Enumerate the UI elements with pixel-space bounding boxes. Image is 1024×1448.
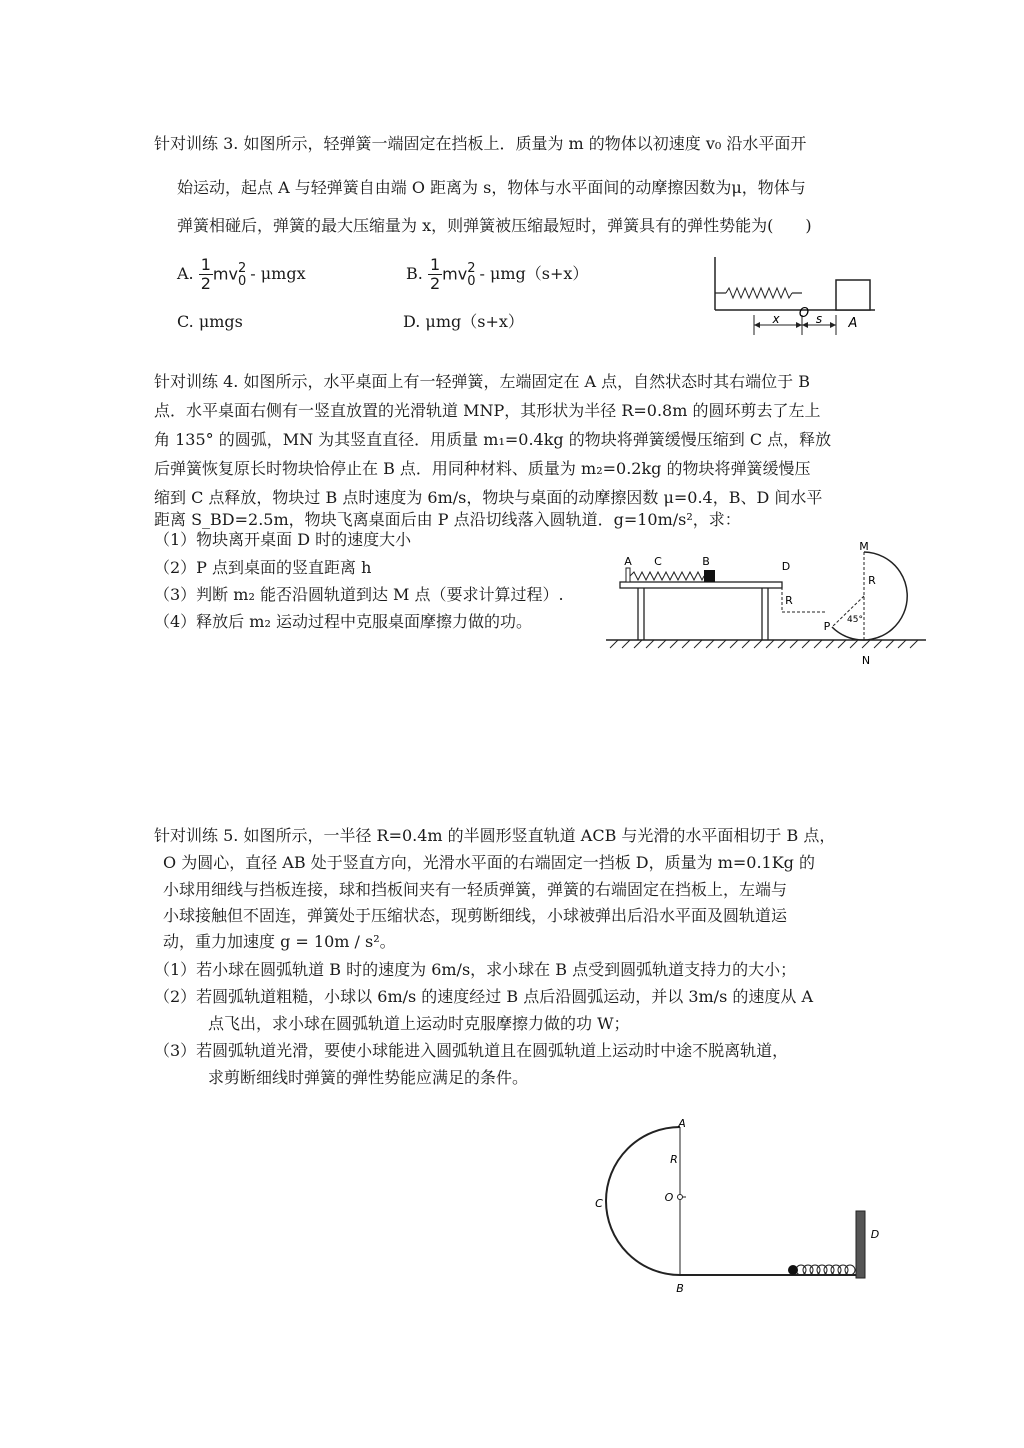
v0-squared: 2 0	[467, 260, 476, 289]
q4-line-2: 点．水平桌面右侧有一竖直放置的光滑轨道 MNP，其形状为半径 R=0.8m 的圆环剪去了左上	[154, 401, 821, 420]
q3-line-2: 始运动，起点 A 与轻弹簧自由端 O 距离为 s，物体与水平面间的动摩擦因数为μ，物体与	[177, 178, 806, 197]
q3-option-c: C. μmgs	[177, 312, 243, 331]
q4-line-5: 缩到 C 点释放，物块过 B 点时速度为 6m/s，物块与桌面的动摩擦因数 μ=0.4，B、D 间水平	[154, 488, 823, 507]
mv-term: mv	[212, 264, 238, 284]
q5-line-5: 动，重力加速度 g = 10m / s²。	[163, 932, 396, 951]
label-o: O	[798, 306, 810, 321]
q3-option-a	[177, 256, 306, 293]
q4-line-4: 后弹簧恢复原长时物块恰停止在 B 点．用同种材料、质量为 m₂=0.2kg 的物块将弹簧缓慢压	[154, 459, 811, 478]
label-r-height: R	[785, 594, 793, 607]
label-angle: 45°	[847, 615, 863, 625]
q5-sub-1: （1）若小球在圆弧轨道 B 时的速度为 6m/s，求小球在 B 点受到圆弧轨道支持力的大小；	[154, 960, 797, 979]
label-n: N	[861, 654, 871, 667]
q3-option-b	[406, 256, 588, 293]
q4-line-1: 针对训练 4. 如图所示，水平桌面上有一轻弹簧，左端固定在 A 点，自然状态时其右端位于 B	[154, 372, 811, 391]
q3-line-3: 弹簧相碰后，弹簧的最大压缩量为 x，则弹簧被压缩最短时，弹簧具有的弹性势能为( )	[177, 216, 812, 235]
q3-spring-diagram	[710, 255, 890, 345]
q4-sub-1: （1）物块离开桌面 D 时的速度大小	[154, 530, 412, 549]
q5-sub-2a: （2）若圆弧轨道粗糙，小球以 6m/s 的速度经过 B 点后沿圆弧运动，并以 3m/s 的速度从 A	[154, 987, 814, 1006]
q4-sub-3: （3）判断 m₂ 能否沿圆轨道到达 M 点（要求计算过程）.	[154, 585, 564, 604]
fraction-half: $\frac{1}{2}$	[200, 255, 211, 293]
label-a: A	[624, 555, 632, 568]
label-p: P	[823, 620, 831, 633]
label-o: O	[664, 1191, 674, 1204]
label-m: M	[859, 540, 869, 553]
q3-option-d: D. μmg（s+x）	[403, 312, 524, 331]
label-d: D	[781, 560, 791, 573]
label-b: B	[676, 1282, 684, 1295]
label-a: A	[678, 1117, 686, 1130]
label-a: A	[848, 316, 858, 331]
option-b-label: B.	[406, 264, 423, 283]
label-r-radius: R	[868, 574, 876, 587]
q5-sub-2b: 点飞出，求小球在圆弧轨道上运动时克服摩擦力做的功 W；	[208, 1014, 630, 1033]
option-a-label: A.	[177, 264, 194, 283]
label-s: s	[815, 312, 823, 326]
q4-sub-4: （4）释放后 m₂ 运动过程中克服桌面摩擦力做的功。	[154, 612, 532, 631]
v0-squared: 2 0	[237, 260, 247, 289]
label-d: D	[870, 1228, 880, 1241]
fraction-half: $\frac{1}{2}$	[429, 255, 441, 293]
q3-line-1: 针对训练 3. 如图所示，轻弹簧一端固定在挡板上．质量为 m 的物体以初速度 v₀ 沿水平面开	[154, 134, 807, 153]
label-r: R	[670, 1153, 678, 1166]
q4-table-track-diagram	[606, 540, 926, 670]
label-c: C	[595, 1197, 603, 1210]
q5-sub-3b: 求剪断细线时弹簧的弹性势能应满足的条件。	[208, 1068, 529, 1087]
q4-line-3: 角 135° 的圆弧，MN 为其竖直直径．用质量 m₁=0.4kg 的物块将弹簧缓慢压缩到 C 点，释放	[154, 430, 832, 449]
q5-sub-3a: （3）若圆弧轨道光滑，要使小球能进入圆弧轨道且在圆弧轨道上运动时中途不脱离轨道，	[154, 1041, 789, 1060]
option-a-tail: - μmgx	[250, 264, 306, 283]
q5-line-1: 针对训练 5. 如图所示，一半径 R=0.4m 的半圆形竖直轨道 ACB 与光滑的水平面相切于 B 点，	[154, 826, 836, 845]
q5-line-4: 小球接触但不固连，弹簧处于压缩状态，现剪断细线，小球被弹出后沿水平面及圆轨道运	[163, 906, 788, 925]
label-c: C	[654, 555, 662, 568]
label-b: B	[702, 555, 710, 568]
q5-semicircle-track-diagram	[594, 1115, 894, 1305]
q4-line-6: 距离 S_BD=2.5m，物块飞离桌面后由 P 点沿切线落入圆轨道．g=10m/s²，求：	[154, 510, 741, 529]
label-x: x	[772, 312, 780, 326]
mv-term: mv	[442, 264, 468, 284]
option-b-tail: - μmg（s+x）	[479, 264, 589, 283]
q4-sub-2: （2）P 点到桌面的竖直距离 h	[154, 558, 372, 577]
q5-line-2: O 为圆心，直径 AB 处于竖直方向，光滑水平面的右端固定一挡板 D，质量为 m=0.1Kg 的	[163, 853, 815, 872]
q5-line-3: 小球用细线与挡板连接，球和挡板间夹有一轻质弹簧，弹簧的右端固定在挡板上，左端与	[163, 880, 788, 899]
